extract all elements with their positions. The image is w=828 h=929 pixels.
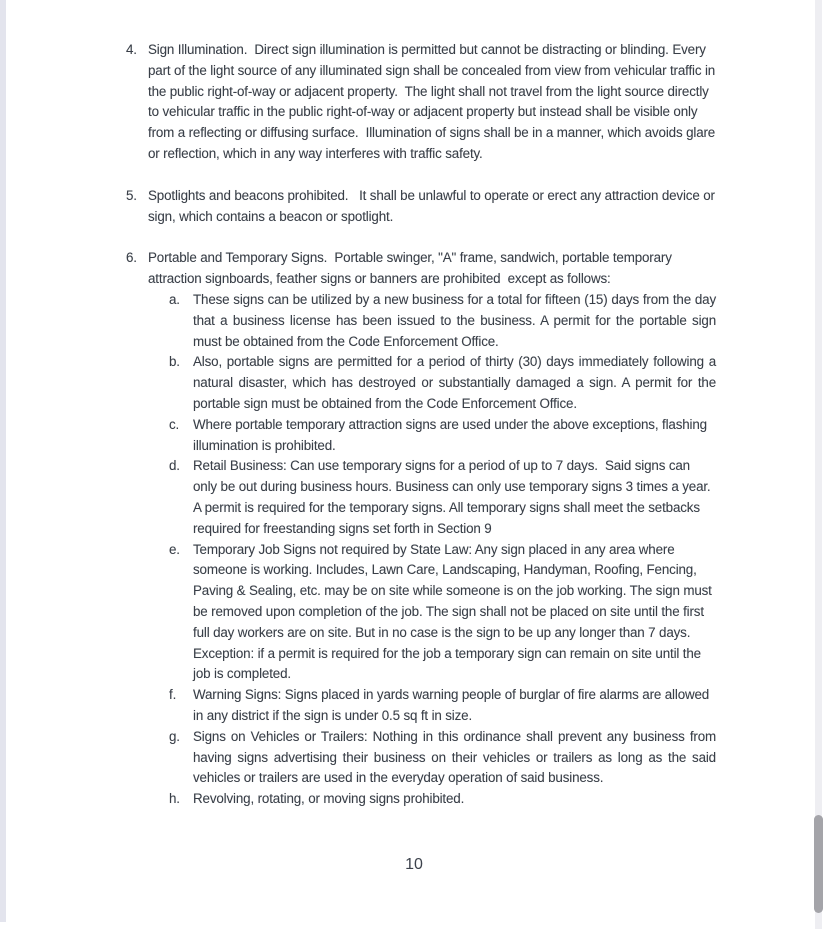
sub-item-a [169,290,716,352]
sub-item-text: Warning Signs: Signs placed in yards warning people of burglar of fire alarms are allowed in any district if the sign is under 0.5 sq ft in size. [193,687,713,723]
sub-item-g [169,727,716,789]
sub-item-letter: c. [169,416,180,432]
sub-item-letter: g. [169,728,180,744]
item-text: Spotlights and beacons prohibited. It shall be unlawful to operate or erect any attraction device or sign, which contains a beacon or spotlight. [148,187,719,224]
sub-item-c [169,415,716,457]
sub-item-d [169,456,716,539]
sub-item-b [169,352,716,414]
sub-item-text: Signs on Vehicles or Trailers: Nothing in this ordinance shall prevent any business from having signs advertising their business on their vehicles or trailers as long as the said vehicles or trailers are used in the everyday operation of said business. [193,728,716,786]
sub-item-letter: b. [169,354,180,370]
item-text: Portable and Temporary Signs. Portable swinger, "A" frame, sandwich, portable temporary attraction signboards, feather signs or banners are prohibited except as follows: [148,250,676,287]
ordinance-item-6 [126,248,716,810]
item-number: 5. [126,187,137,203]
sub-item-letter: a. [169,291,180,307]
sub-item-text: Also, portable signs are permitted for a period of thirty (30) days immediately following a natural disaster, which has destroyed or substantially damaged a sign. A permit for the portable sign must be obtained from the Code Enforcement Office. [193,354,716,411]
sub-item-text: Where portable temporary attraction signs are used under the above exceptions, flashing illumination is prohibited. [193,416,711,453]
sub-item-text: Revolving, rotating, or moving signs prohibited. [193,791,465,807]
item-text: Sign Illumination. Direct sign illumination is permitted but cannot be distracting or blinding. Every part of the light source of any illuminated sign shall be concealed from view from vehicular traffic in the public right-of-way or adjacent property. The light shall not travel from the light source directly to vehicular traffic in the public right-of-way or adjacent property but instead shall be visible only from a reflecting or diffusing surface. Illumination of signs shall be in a manner, which avoids glare or reflection, which in any way interferes with traffic safety. [148,42,719,161]
sub-item-letter: f. [169,687,177,703]
sub-item-text: Temporary Job Signs not required by State Law: Any sign placed in any area where someone is working. Includes, Lawn Care, Landscaping, Handyman, Roofing, Fencing, Paving & Sealing, etc. may be on site while someone is on the job working. The sign must be removed upon completion of the job. The sign shall not be placed on site until the first full day workers are on site. But in no case is the sign to be up any longer than 7 days. Exception: if a permit is required for the job a temporary sign can remain on site until the job is completed. [193,541,716,682]
item-number: 4. [126,42,137,57]
scrollbar-thumb[interactable] [814,815,823,913]
sub-item-letter: d. [169,458,180,474]
sub-item-letter: e. [169,541,180,557]
sub-item-f [169,685,716,727]
ordinance-item-4 [126,40,719,165]
page-number: 10 [405,856,423,873]
sub-item-letter: h. [169,791,180,807]
sub-item-text: Retail Business: Can use temporary signs for a period of up to 7 days. Said signs can only be out during business hours. Business can only use temporary signs 3 times a year. A permit is required for the temporary signs. All temporary signs shall meet the setbacks required for freestanding signs set forth in Section 9 [193,458,714,536]
scrollbar-track[interactable] [815,0,822,929]
sub-item-h [169,789,716,810]
sub-item-text: These signs can be utilized by a new business for a total for fifteen (15) days from the day that a business license has been issued to the business. A permit for the portable sign must be obtained from the Code Enforcement Office. [193,291,716,349]
sub-item-e [169,540,716,686]
item-number: 6. [126,250,137,266]
ordinance-item-5 [126,186,719,228]
